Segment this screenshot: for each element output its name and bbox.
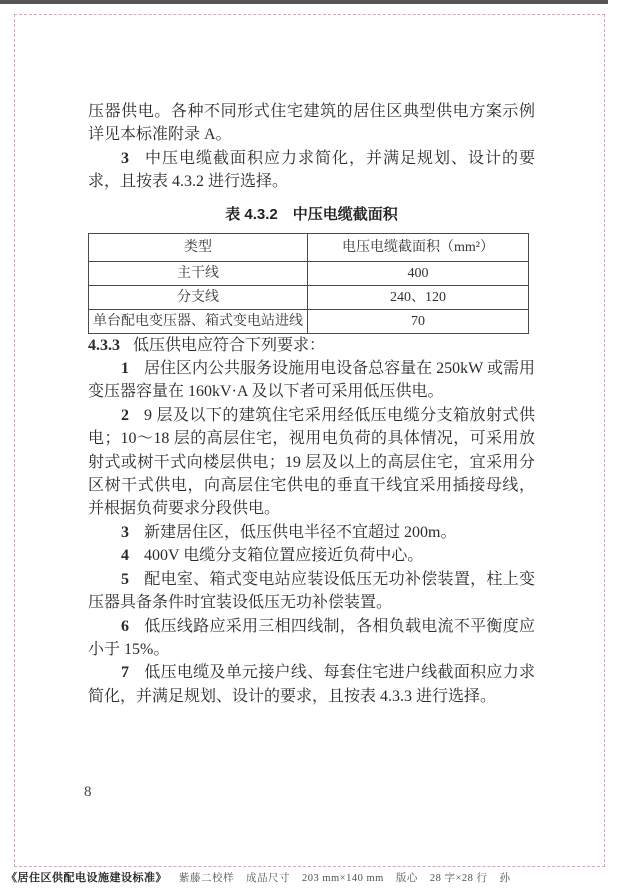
item-text: 中压电缆截面积应力求简化，并满足规划、设计的要求，且按表 4.3.2 进行选择。: [88, 149, 535, 191]
item-text: 9 层及以下的建筑住宅采用经低压电缆分支箱放射式供电；10～18 层的高层住宅，视用电负荷的具体情况，可采用放射式或树干式向楼层供电；19 层及以上的高层住宅，宜采用分区树干式供电，向高层住宅供电的垂直干线宜采用插接母线，并根据负荷要求分段供电。: [88, 406, 535, 518]
item-text: 配电室、箱式变电站应装设低压无功补偿装置，柱上变压器具备条件时宜装设低压无功补偿装置。: [88, 570, 535, 612]
clause-item-4: [88, 544, 535, 567]
table-row: [89, 309, 529, 333]
table-4-3-2-block: [88, 205, 535, 334]
table-cell-type: 分支线: [89, 285, 308, 309]
clause-item-1: [88, 357, 535, 404]
table-4-3-2: [88, 233, 529, 334]
item-number: 2: [121, 406, 129, 424]
scan-top-edge-bar: [0, 0, 608, 4]
item-number: 6: [121, 617, 129, 635]
table-cell-type: 主干线: [89, 261, 308, 285]
footer-size-value: 203 mm×140 mm: [302, 873, 384, 884]
item-number: 4: [121, 547, 129, 565]
table-row: [89, 261, 529, 285]
clause-item-6: [88, 615, 535, 662]
table-cell-value: 70: [308, 309, 529, 333]
table-cell-value: 400: [308, 261, 529, 285]
page-number: 8: [84, 784, 92, 800]
proof-footer: [6, 869, 616, 885]
table-cell-value: 240、120: [308, 285, 529, 309]
footer-size-label: 成品尺寸: [246, 873, 290, 884]
paragraph-continuation: 压器供电。各种不同形式住宅建筑的居住区典型供电方案示例详见本标准附录 A。: [88, 103, 535, 144]
item-text: 400V 电缆分支箱位置应接近负荷中心。: [144, 547, 424, 565]
table-header-section-area: 电压电缆截面积（mm²）: [308, 233, 529, 261]
item-text: 低压电缆及单元接户线、每套住宅进户线截面积应力求简化，并满足规划、设计的要求，且按表 4.3.3 进行选择。: [88, 664, 535, 705]
table-header-row: [89, 233, 529, 261]
item-number: 3: [121, 523, 129, 541]
clause-text: 低压供电应符合下列要求：: [133, 336, 326, 354]
item-number: 5: [121, 570, 129, 588]
table-row: [89, 285, 529, 309]
table-title: 表 4.3.2 中压电缆截面积: [225, 205, 398, 223]
paragraph-item-3-medium-voltage: [88, 147, 535, 194]
item-number: 3: [121, 149, 129, 167]
footer-proof-stage: 紫藤二校样: [179, 873, 234, 884]
table-cell-type: 单台配电变压器、箱式变电站进线: [89, 309, 308, 333]
clause-4-3-3-heading: [88, 334, 535, 357]
item-number: 1: [121, 360, 129, 378]
clause-item-2: [88, 404, 535, 521]
clause-item-5: [88, 568, 535, 615]
footer-proofreader: 孙: [499, 873, 511, 884]
page-body-text: [88, 100, 535, 708]
footer-book-title: 《居住区供配电设施建设标准》: [6, 872, 167, 884]
item-text: 新建居住区，低压供电半径不宜超过 200m。: [144, 523, 457, 541]
clause-number: 4.3.3: [88, 336, 120, 354]
item-text: 居住区内公共服务设施用电设备总容量在 250kW 或需用变压器容量在 160kV·A 及以下者可采用低压供电。: [88, 360, 535, 401]
footer-core-value: 28 字×28 行: [429, 873, 488, 884]
item-number: 7: [121, 664, 129, 682]
clause-item-7: [88, 661, 535, 708]
item-text: 低压线路应采用三相四线制，各相负载电流不平衡度应小于 15%。: [88, 617, 535, 658]
clause-item-3: [88, 521, 535, 544]
table-header-type: 类型: [89, 233, 308, 261]
footer-core-label: 版心: [395, 873, 418, 884]
